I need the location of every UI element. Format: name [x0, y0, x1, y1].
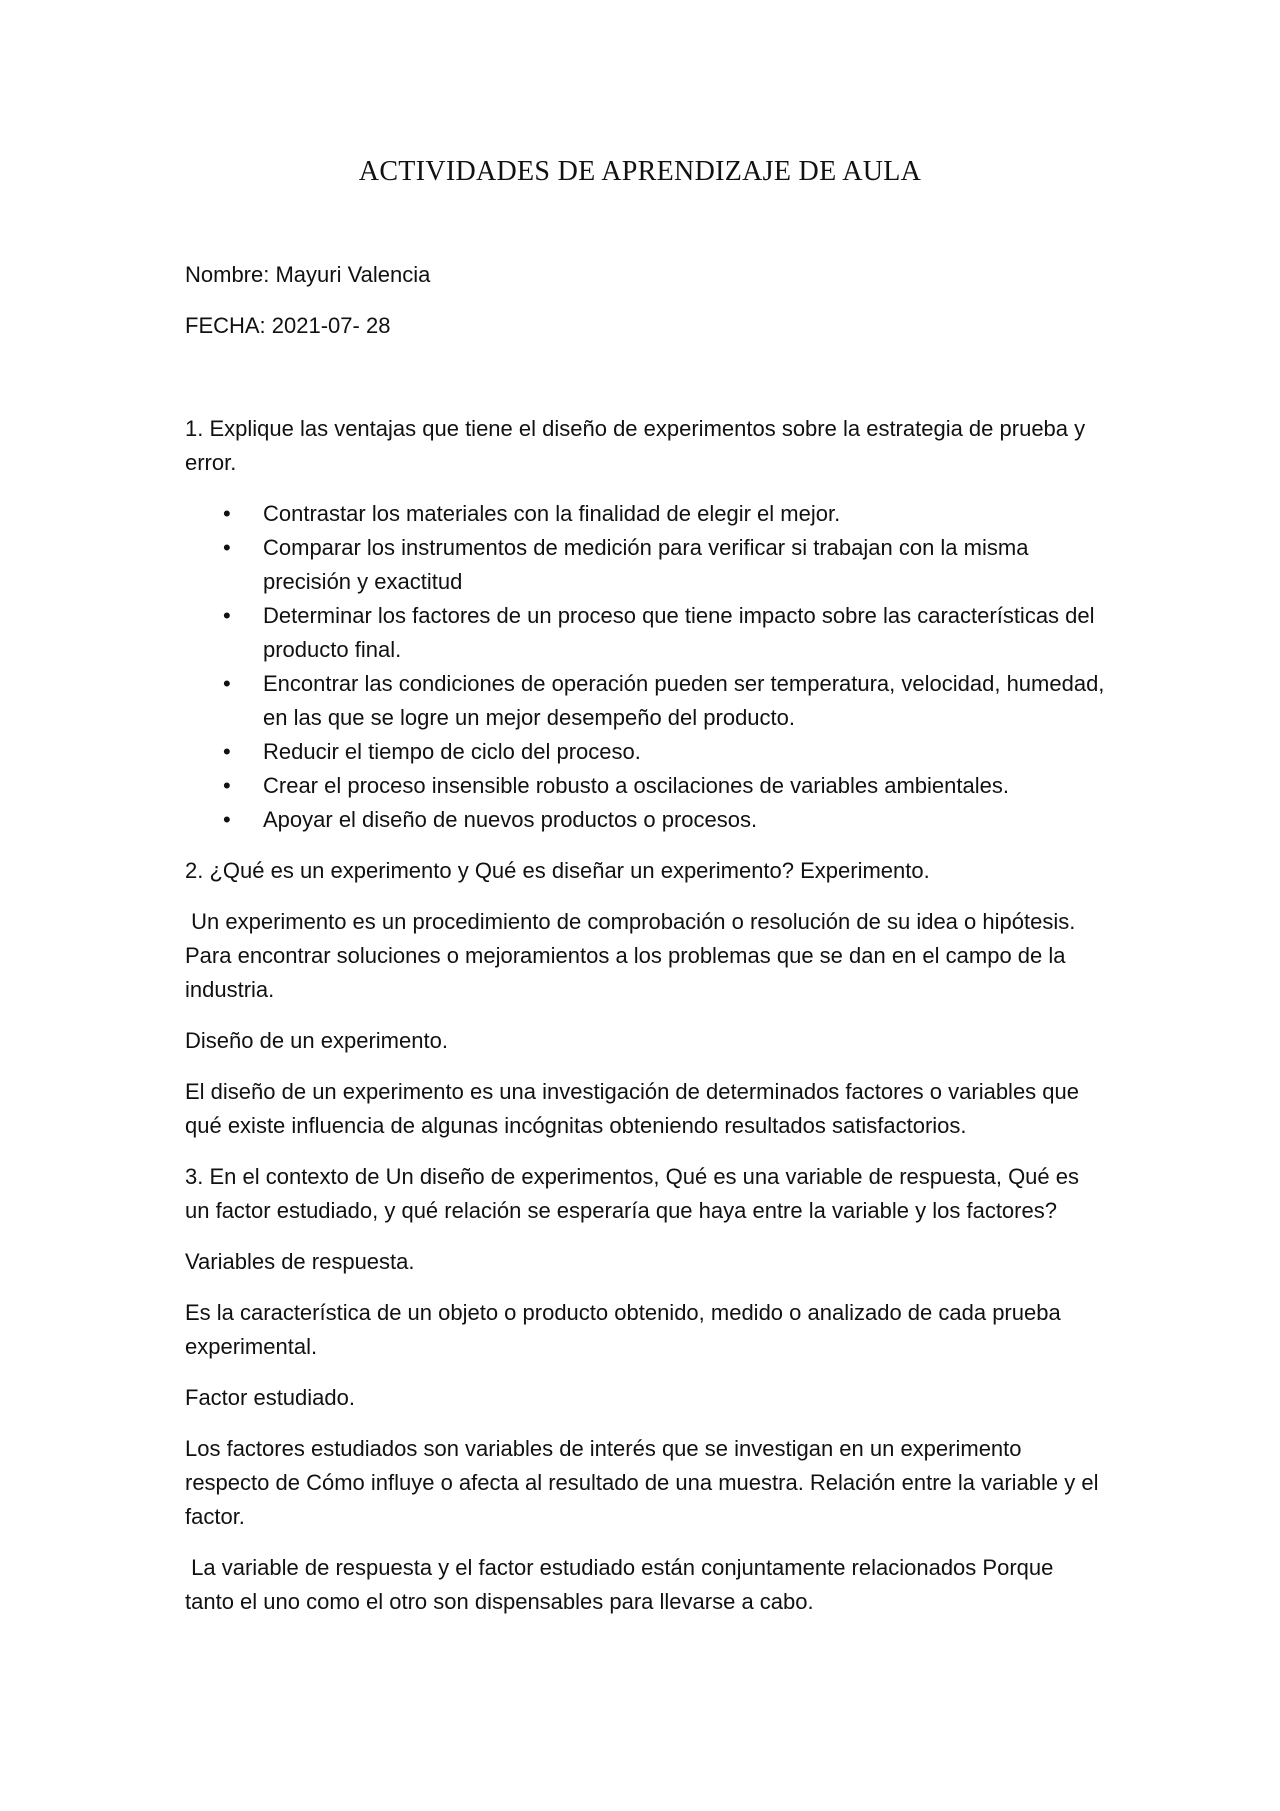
document-title: ACTIVIDADES DE APRENDIZAJE DE AULA — [358, 156, 922, 187]
list-item-text: Encontrar las condiciones de operación pueden ser temperatura, velocidad, humedad, en las que se logre un mejor desempeño del producto. — [263, 671, 1105, 730]
answer-diseno: El diseño de un experimento es una investigación de determinados factores o variables que qué existe influencia de algunas incógnitas obteniendo resultados satisfactorios. — [185, 1079, 1079, 1138]
list-item — [185, 599, 1105, 667]
spacer — [185, 360, 1105, 412]
list-item-text: Reducir el tiempo de ciclo del proceso. — [263, 739, 641, 764]
bullet-icon: • — [223, 603, 231, 628]
list-item-text: Contrastar los materiales con la finalidad de elegir el mejor. — [263, 501, 841, 526]
list-item — [185, 735, 1105, 769]
document-body — [185, 258, 1105, 1636]
subheading-variables: Variables de respuesta. — [185, 1249, 415, 1274]
list-item — [185, 769, 1105, 803]
date-line: FECHA: 2021-07- 28 — [185, 313, 391, 338]
answer-factor: Los factores estudiados son variables de interés que se investigan en un experimento respecto de Cómo influye o afecta al resultado de una muestra. Relación entre la variable y el factor. — [185, 1436, 1099, 1529]
question-1: 1. Explique las ventajas que tiene el diseño de experimentos sobre la estrategia de prueba y error. — [185, 416, 1086, 475]
answer-experimento: Un experimento es un procedimiento de comprobación o resolución de su idea o hipótesis. Para encontrar soluciones o mejoramientos a los problemas que se dan en el campo de la industria. — [185, 909, 1082, 1002]
subheading-factor: Factor estudiado. — [185, 1385, 355, 1410]
list-item — [185, 497, 1105, 531]
list-item-text: Crear el proceso insensible robusto a oscilaciones de variables ambientales. — [263, 773, 1009, 798]
list-item-text: Determinar los factores de un proceso que tiene impacto sobre las características del producto final. — [263, 603, 1095, 662]
answer-variables: Es la característica de un objeto o producto obtenido, medido o analizado de cada prueba experimental. — [185, 1300, 1061, 1359]
bullet-icon: • — [223, 501, 231, 526]
advantages-list — [185, 497, 1105, 837]
question-2: 2. ¿Qué es un experimento y Qué es diseñar un experimento? Experimento. — [185, 858, 930, 883]
question-3: 3. En el contexto de Un diseño de experimentos, Qué es una variable de respuesta, Qué es un factor estudiado, y qué relación se esperaría que haya entre la variable y los factores? — [185, 1164, 1079, 1223]
bullet-icon: • — [223, 739, 231, 764]
list-item-text: Comparar los instrumentos de medición para verificar si trabajan con la misma precisión y exactitud — [263, 535, 1029, 594]
list-item — [185, 667, 1105, 735]
subheading-diseno: Diseño de un experimento. — [185, 1028, 448, 1053]
list-item-text: Apoyar el diseño de nuevos productos o procesos. — [263, 807, 758, 832]
bullet-icon: • — [223, 773, 231, 798]
bullet-icon: • — [223, 535, 231, 560]
bullet-icon: • — [223, 671, 231, 696]
list-item — [185, 531, 1105, 599]
bullet-icon: • — [223, 807, 231, 832]
answer-relacion: La variable de respuesta y el factor estudiado están conjuntamente relacionados Porque tanto el uno como el otro son dispensables para llevarse a cabo. — [185, 1555, 1060, 1614]
student-name: Nombre: Mayuri Valencia — [185, 262, 431, 287]
list-item — [185, 803, 1105, 837]
